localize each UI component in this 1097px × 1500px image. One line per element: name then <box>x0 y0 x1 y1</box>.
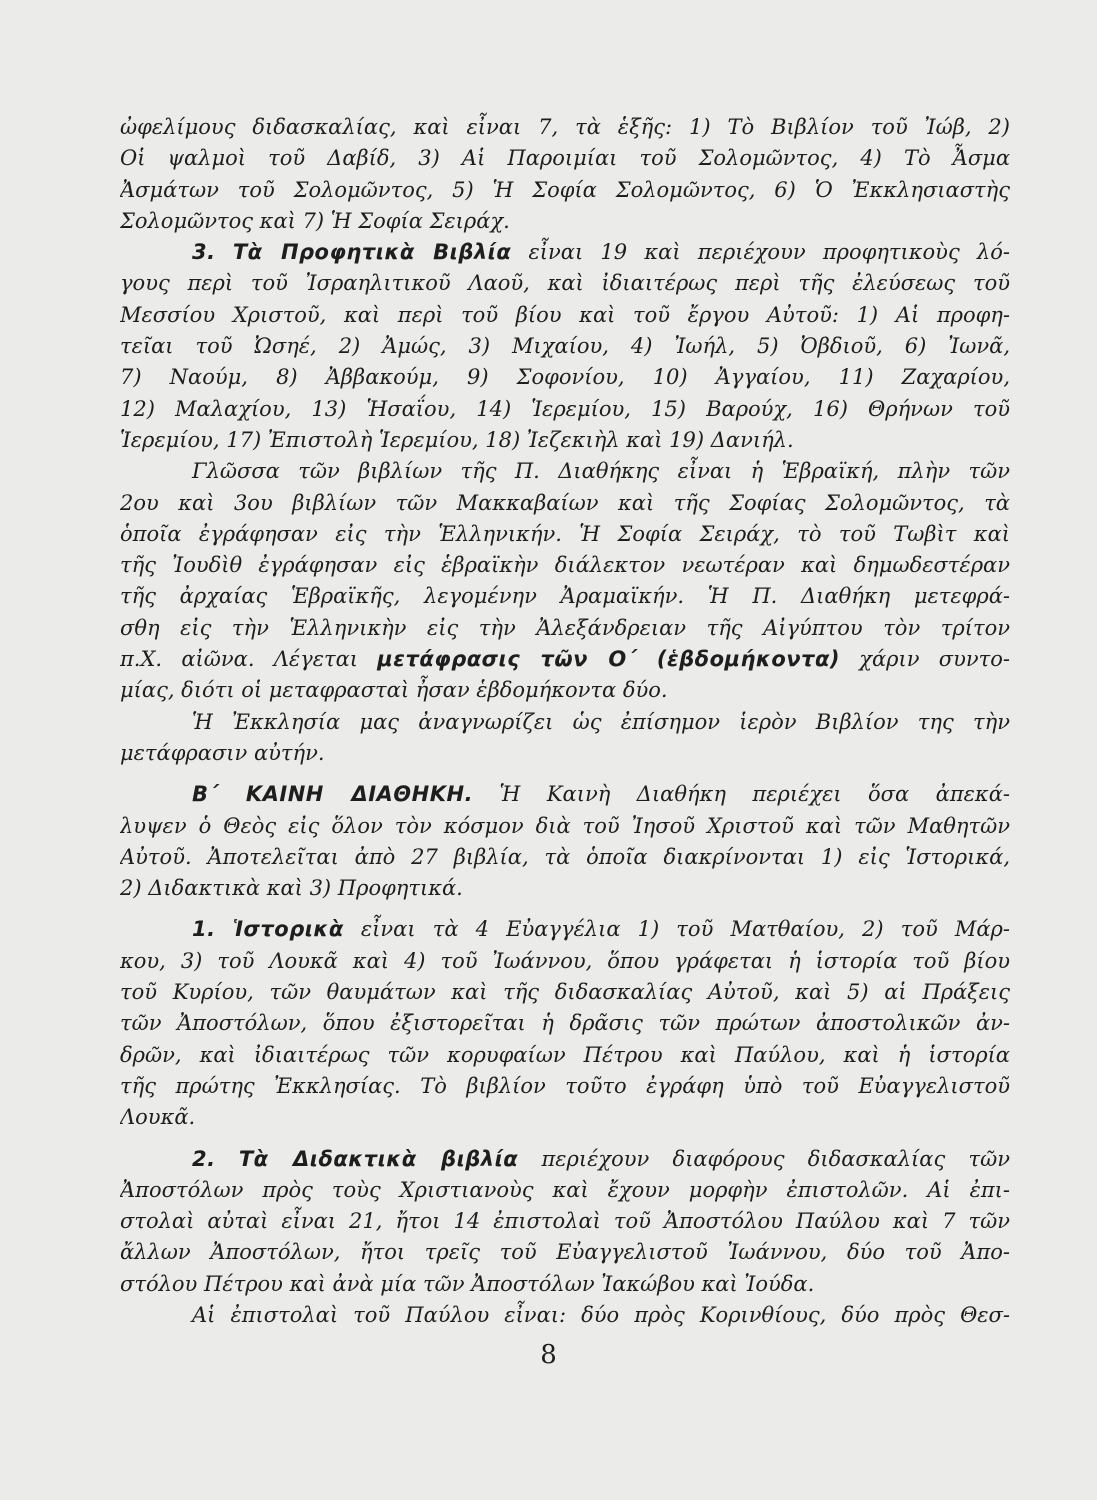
paragraph-prophetic-books <box>120 237 1010 456</box>
section-number: 2. <box>192 1146 216 1171</box>
paragraph-new-testament <box>120 779 1010 904</box>
text-line: κου, 3) τοῦ Λουκᾶ καὶ 4) τοῦ Ἰωάννου, ὅπου γράφεται ἡ ἱστορία τοῦ βίου <box>120 948 1010 973</box>
text-line: Γλῶσσα τῶν βιβλίων τῆς Π. Διαθήκης εἶναι ἡ Ἑβραϊκή, πλὴν τῶν <box>192 459 1010 484</box>
text-line: τῆς πρώτης Ἐκκλησίας. Τὸ βιβλίον τοῦτο ἐγράφη ὑπὸ τοῦ Εὐαγγελιστοῦ <box>120 1073 1010 1098</box>
section-heading: Β΄ ΚΑΙΝΗ ΔΙΑΘΗΚΗ. <box>192 782 474 807</box>
paragraph-church-recognition <box>120 707 1010 770</box>
text-line: στόλου Πέτρου καὶ ἀνὰ μία τῶν Ἀποστόλων Ἰακώβου καὶ Ἰούδα. <box>120 1271 815 1296</box>
section-number: 3. <box>192 240 216 265</box>
text-line: μίας, διότι οἱ μεταφρασταὶ ἦσαν ἑβδομήκοντα δύο. <box>120 678 668 703</box>
paragraph-historical-books <box>120 914 1010 1133</box>
section-heading: Τὰ Διδακτικὰ βιβλία <box>238 1146 519 1171</box>
text-fragment: εἶναι 19 καὶ περιέχουν προφητικοὺς λό- <box>528 240 1010 265</box>
paragraph-language <box>120 456 1010 706</box>
text-line: τῆς ἀρχαίας Ἑβραϊκῆς, λεγομένην Ἀραμαϊκήν. Ἡ Π. Διαθήκη μετεφρά- <box>120 584 1010 609</box>
text-line: 2) Διδακτικὰ καὶ 3) Προφητικά. <box>120 876 463 901</box>
text-line <box>120 644 1010 675</box>
text-line: λυψεν ὁ Θεὸς εἰς ὅλον τὸν κόσμον διὰ τοῦ Ἰησοῦ Χριστοῦ καὶ τῶν Μαθητῶν <box>120 813 1010 838</box>
paragraph-pauline-epistles <box>120 1300 1010 1331</box>
paragraph-wisdom-books <box>120 112 1010 237</box>
section-heading: Ἱστορικὰ <box>232 917 344 942</box>
text-line: Λουκᾶ. <box>120 1105 196 1130</box>
text-line: στολαὶ αὐταὶ εἶναι 21, ἤτοι 14 ἐπιστολαὶ τοῦ Ἀποστόλου Παύλου καὶ 7 τῶν <box>120 1209 1010 1234</box>
text-line: 7) Ναούμ, 8) Ἀββακούμ, 9) Σοφονίου, 10) Ἀγγαίου, 11) Ζαχαρίου, <box>120 365 1010 390</box>
paragraph-didactic-books <box>120 1144 1010 1300</box>
text-line: ὠφελίμους διδασκαλίας, καὶ εἶναι 7, τὰ ἑξῆς: 1) Τὸ Βιβλίον τοῦ Ἰώβ, 2) <box>120 115 1010 139</box>
text-line: τοῦ Κυρίου, τῶν θαυμάτων καὶ τῆς διδασκαλίας Αὐτοῦ, καὶ 5) αἱ Πράξεις <box>120 980 1010 1005</box>
text-line: 2ου καὶ 3ου βιβλίων τῶν Μακκαβαίων καὶ τῆς Σοφίας Σολομῶντος, τὰ <box>120 490 1010 515</box>
text-line: τῆς Ἰουδὶθ ἐγράφησαν εἰς ἑβραϊκὴν διάλεκτον νεωτέραν καὶ δημωδεστέραν <box>120 553 1010 578</box>
text-line: Μεσσίου Χριστοῦ, καὶ περὶ τοῦ βίου καὶ τοῦ ἔργου Αὐτοῦ: 1) Αἱ προφη- <box>120 302 1010 327</box>
text-line: Αὐτοῦ. Ἀποτελεῖται ἀπὸ 27 βιβλία, τὰ ὁποῖα διακρίνονται 1) εἰς Ἱστορικά, <box>120 844 1010 869</box>
page-number: 8 <box>540 1340 557 1370</box>
text-line: σθη εἰς τὴν Ἑλληνικὴν εἰς τὴν Ἀλεξάνδρειαν τῆς Αἰγύπτου τὸν τρίτον <box>120 615 1010 640</box>
text-line: γους περὶ τοῦ Ἰσραηλιτικοῦ Λαοῦ, καὶ ἰδιαιτέρως περὶ τῆς ἐλεύσεως τοῦ <box>120 271 1010 296</box>
text-line: μετάφρασιν αὐτήν. <box>120 740 325 765</box>
text-fragment: π.Χ. αἰῶνα. Λέγεται <box>120 647 359 672</box>
septuagint-term: μετάφρασις τῶν Ο΄ (ἑβδομήκοντα) <box>377 647 841 672</box>
text-line <box>120 237 1010 268</box>
text-line: τεῖαι τοῦ Ὠσηέ, 2) Ἀμώς, 3) Μιχαίου, 4) Ἰωήλ, 5) Ὀβδιοῦ, 6) Ἰωνᾶ, <box>120 334 1010 359</box>
text-line <box>120 1144 1010 1175</box>
text-line: δρῶν, καὶ ἰδιαιτέρως τῶν κορυφαίων Πέτρου καὶ Παύλου, καὶ ἡ ἱστορία <box>120 1042 1010 1067</box>
text-line: 12) Μαλαχίου, 13) Ἡσαΐου, 14) Ἱερεμίου, 15) Βαρούχ, 16) Θρήνων τοῦ <box>120 396 1010 421</box>
text-line: Ἱερεμίου, 17) Ἐπιστολὴ Ἱερεμίου, 18) Ἰεζεκιὴλ καὶ 19) Δανιήλ. <box>120 427 794 452</box>
text-line: ἄλλων Ἀποστόλων, ἤτοι τρεῖς τοῦ Εὐαγγελιστοῦ Ἰωάννου, δύο τοῦ Ἀπο- <box>120 1240 1010 1265</box>
text-line <box>120 779 1010 810</box>
text-line: Ἀποστόλων πρὸς τοὺς Χριστιανοὺς καὶ ἔχουν μορφὴν ἐπιστολῶν. Αἱ ἐπι- <box>120 1177 1010 1202</box>
text-line: Ἀσμάτων τοῦ Σολομῶντος, 5) Ἡ Σοφία Σολομῶντος, 6) Ὁ Ἐκκλησιαστὴς <box>120 177 1010 202</box>
text-fragment: περιέχουν διαφόρους διδασκαλίας τῶν <box>541 1146 1010 1171</box>
text-line: ὁποῖα ἐγράφησαν εἰς τὴν Ἑλληνικήν. Ἡ Σοφία Σειράχ, τὸ τοῦ Τωβὶτ καὶ <box>120 521 1010 546</box>
text-fragment: Ἡ Καινὴ Διαθήκη περιέχει ὅσα ἀπεκά- <box>499 782 1010 807</box>
text-line <box>120 914 1010 945</box>
section-number: 1. <box>192 917 216 942</box>
text-fragment: εἶναι τὰ 4 Εὐαγγέλια 1) τοῦ Ματθαίου, 2) τοῦ Μάρ- <box>360 917 1010 942</box>
text-line: Οἱ ψαλμοὶ τοῦ Δαβίδ, 3) Αἱ Παροιμίαι τοῦ Σολομῶντος, 4) Τὸ Ἆσμα <box>120 146 1010 171</box>
text-line: Αἱ ἐπιστολαὶ τοῦ Παύλου εἶναι: δύο πρὸς Κορινθίους, δύο πρὸς Θεσ- <box>192 1302 1010 1327</box>
body-text <box>120 112 1010 1331</box>
text-fragment: χάριν συντο- <box>859 647 1010 672</box>
section-heading: Τὰ Προφητικὰ Βιβλία <box>232 240 512 265</box>
text-line: Ἡ Ἐκκλησία μας ἀναγνωρίζει ὡς ἐπίσημον ἱερὸν Βιβλίον της τὴν <box>192 709 1010 734</box>
text-line: Σολομῶντος καὶ 7) Ἡ Σοφία Σειράχ. <box>120 208 510 233</box>
text-line: τῶν Ἀποστόλων, ὅπου ἐξιστορεῖται ἡ δρᾶσις τῶν πρώτων ἀποστολικῶν ἀν- <box>120 1011 1010 1036</box>
